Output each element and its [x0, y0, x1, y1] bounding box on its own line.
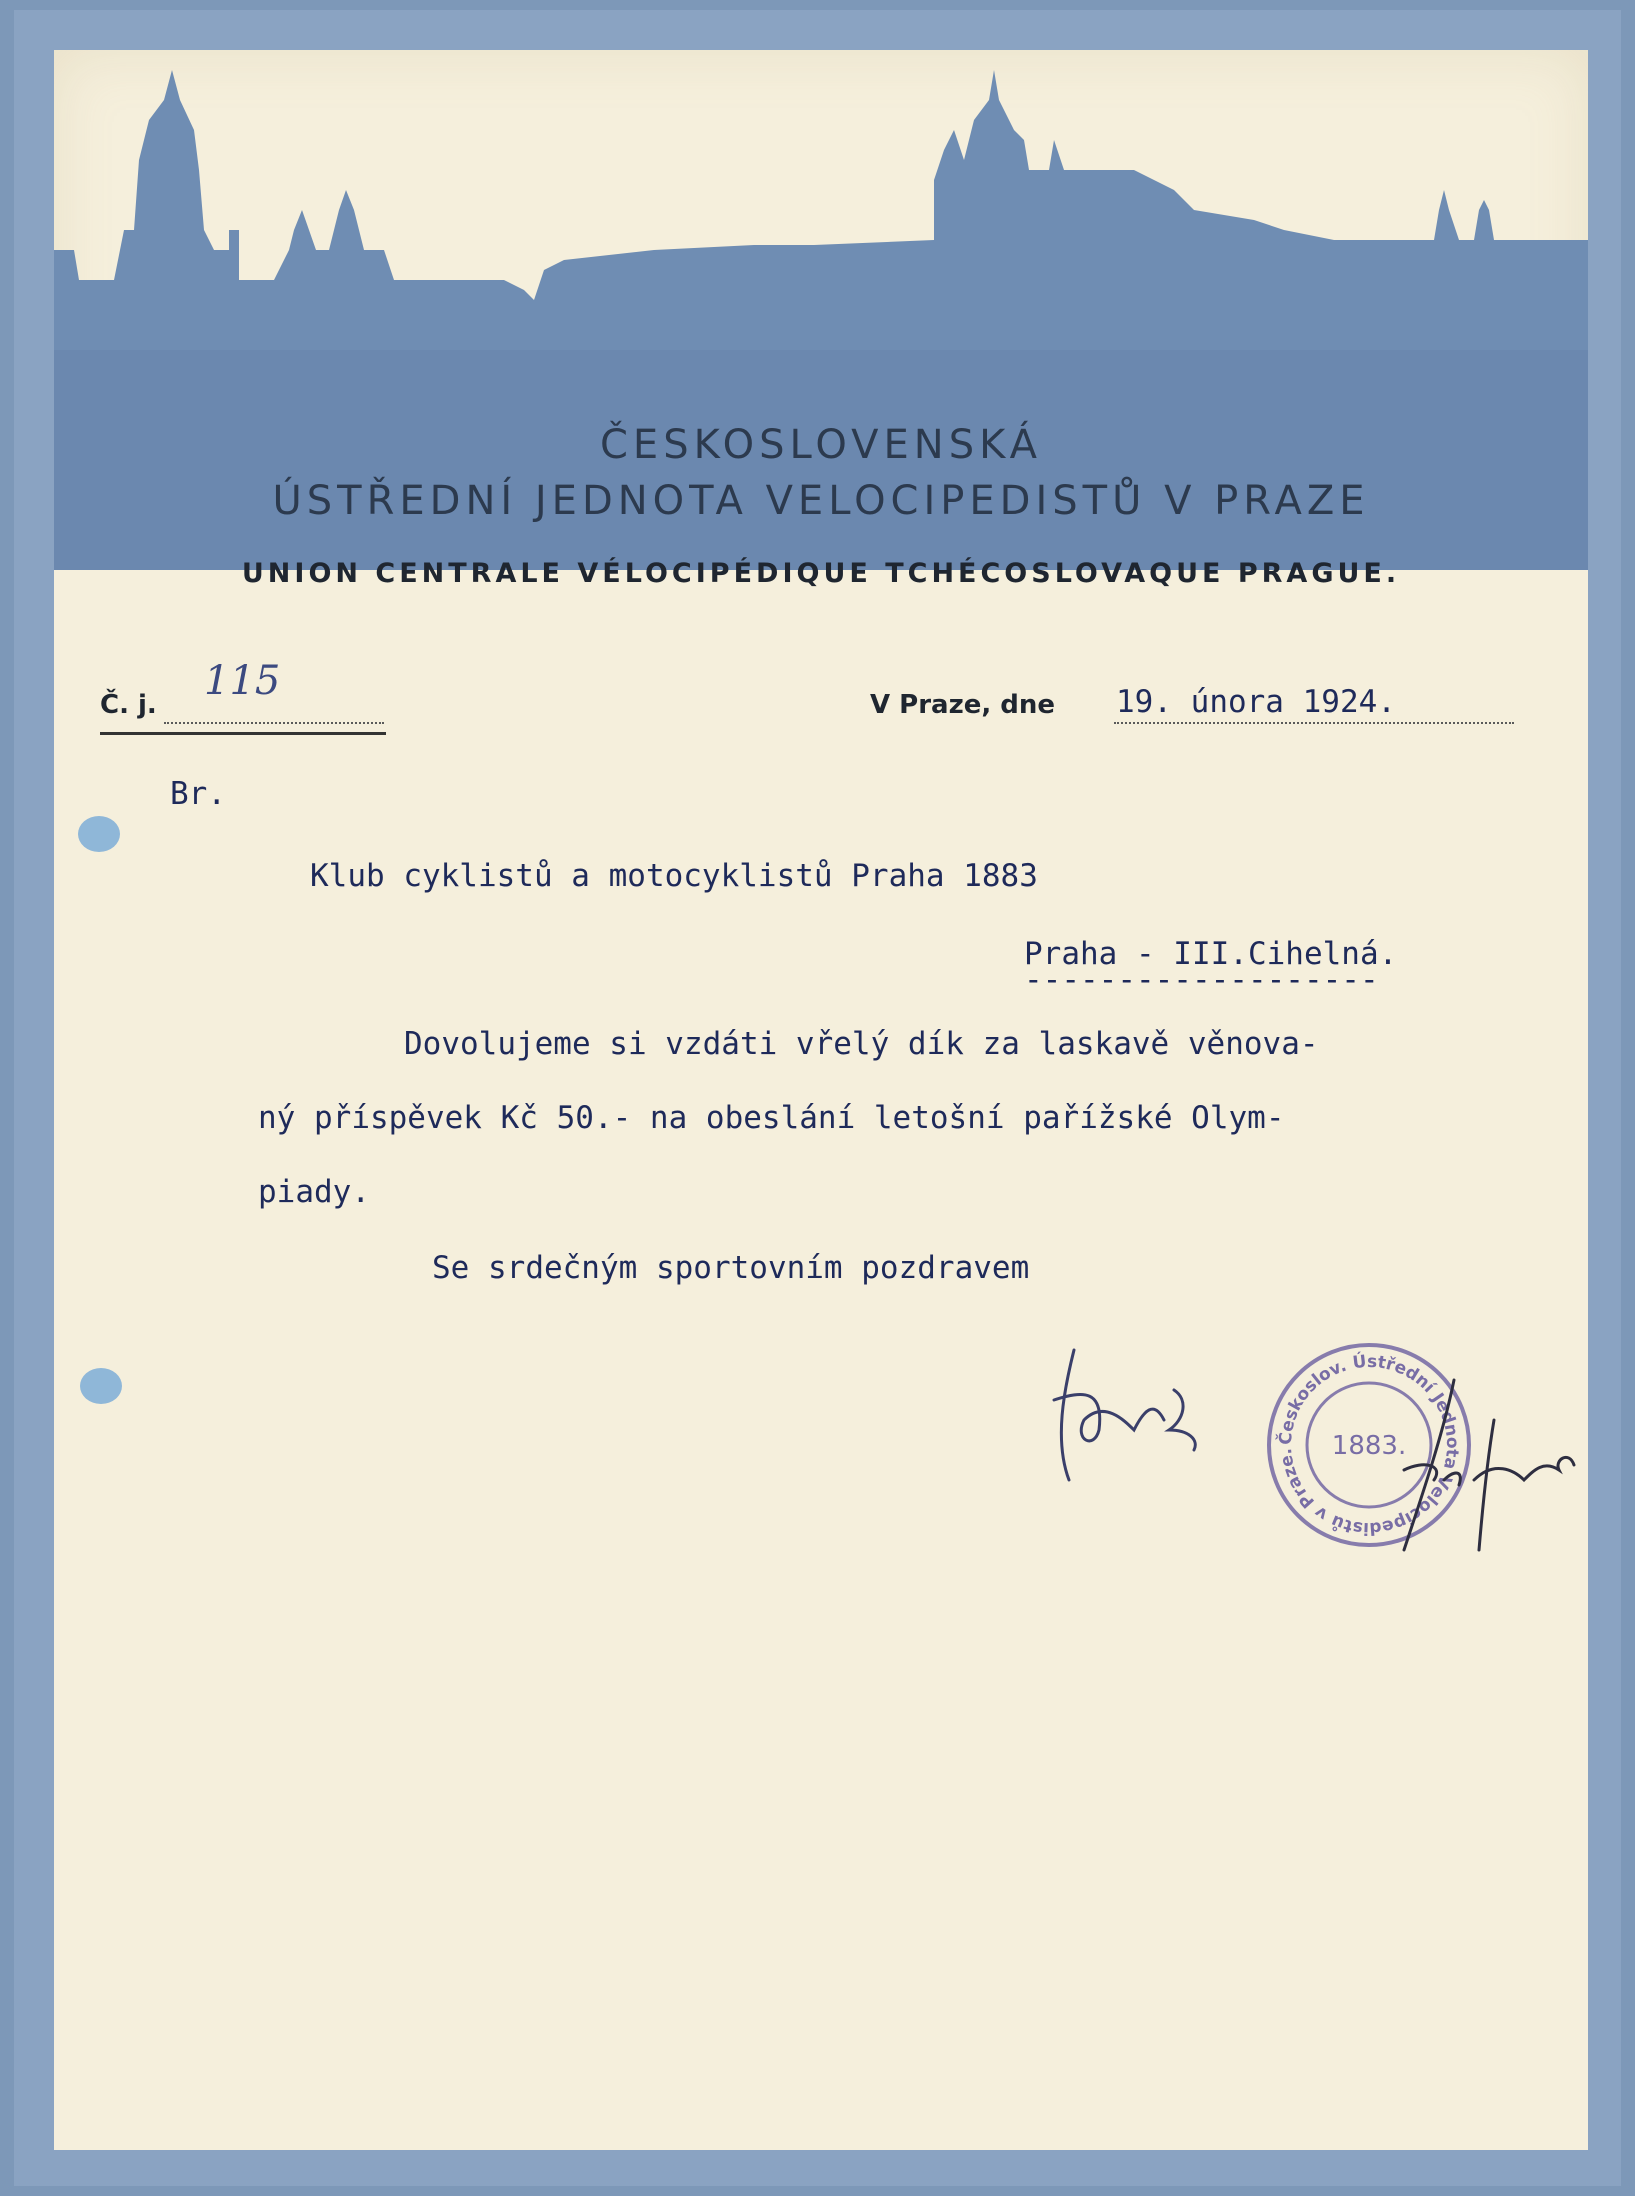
reference-rule	[100, 732, 386, 735]
date-dotted-line	[1114, 722, 1514, 724]
signature-right	[1384, 1370, 1584, 1570]
punch-hole-bottom	[80, 1368, 122, 1404]
date-value: 19. února 1924.	[1116, 684, 1396, 720]
punch-hole-top	[78, 816, 120, 852]
closing-line: Se srdečným sportovním pozdravem	[432, 1250, 1030, 1286]
stamp-ring-text: Českoslov. Ústřední Jednota Velocipedistů v Praze.	[1275, 1351, 1463, 1539]
recipient-address-underline: -------------------	[1024, 962, 1379, 998]
org-name-french: UNION CENTRALE VÉLOCIPÉDIQUE TCHÉCOSLOVAQUE PRAGUE.	[241, 558, 1401, 589]
reference-number-handwritten: 115	[204, 658, 281, 704]
letter-paper	[54, 50, 1588, 2150]
body-line-1: Dovolujeme si vzdáti vřelý dík za laskavě věnova-	[404, 1026, 1319, 1062]
org-name-line2: ÚSTŘEDNÍ JEDNOTA VELOCIPEDISTŮ V PRAZE	[272, 478, 1370, 524]
recipient-address: Praha - III.Cihelná.	[1024, 936, 1398, 972]
recipient-name: Klub cyklistů a motocyklistů Praha 1883	[310, 858, 1038, 894]
stamp-year: 1883.	[1331, 1431, 1407, 1461]
signature-left	[1014, 1330, 1214, 1490]
body-line-3: piady.	[258, 1174, 370, 1210]
salutation: Br.	[170, 776, 226, 812]
reference-label: Č. j.	[100, 690, 157, 720]
date-label: V Praze, dne	[870, 690, 1056, 720]
org-name-line1: ČESKOSLOVENSKÁ	[600, 422, 1042, 468]
body-line-2: ný příspěvek Kč 50.- na obeslání letošní pařížské Olym-	[258, 1100, 1285, 1136]
reference-dotted-line	[164, 722, 384, 724]
letter-frame	[14, 10, 1621, 2186]
